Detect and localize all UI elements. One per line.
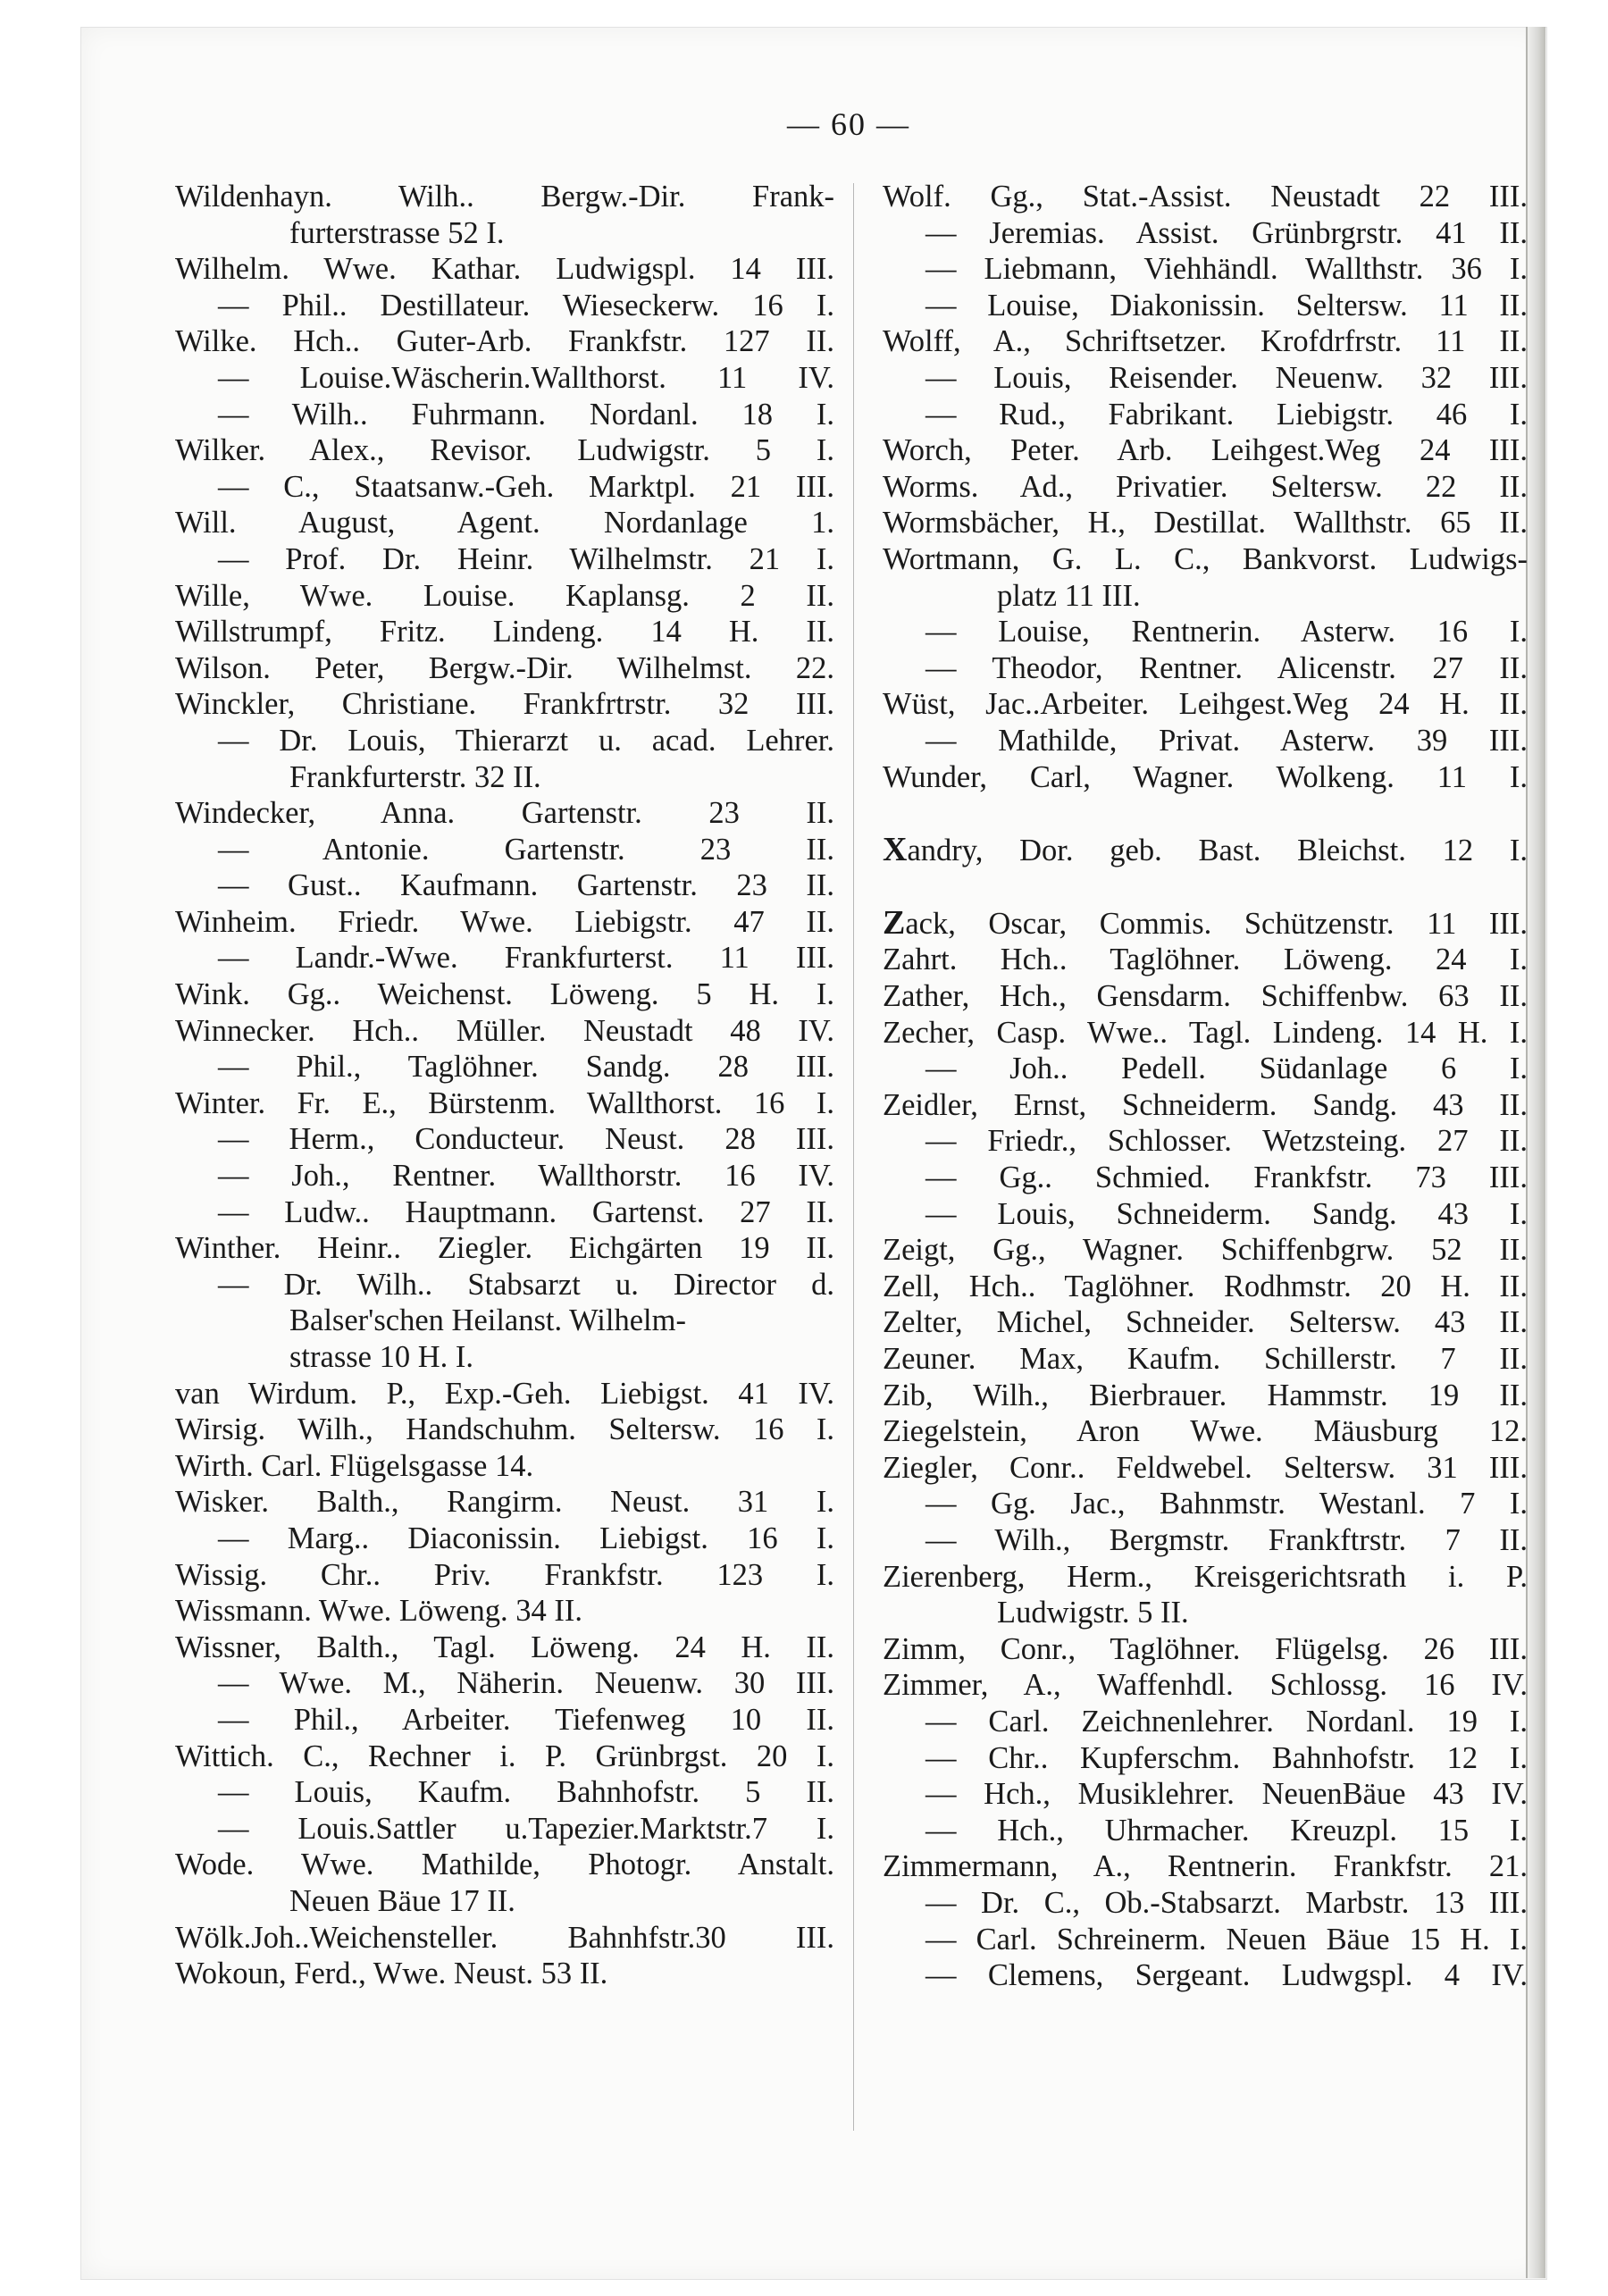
- directory-entry: — Hch., Uhrmacher. Kreuzpl. 15 I.: [925, 1813, 1528, 1848]
- directory-entry: — Louise, Rentnerin. Asterw. 16 I.: [925, 615, 1528, 649]
- directory-entry: — Louis, Kaufm. Bahnhofstr. 5 II.: [218, 1775, 834, 1810]
- directory-entry: Worms. Ad., Privatier. Seltersw. 22 II.: [883, 469, 1528, 504]
- directory-entry: Frankfurterstr. 32 II.: [289, 759, 541, 794]
- directory-entry: Wilhelm. Wwe. Kathar. Ludwigspl. 14 III.: [175, 252, 834, 287]
- directory-entry: — Marg.. Diaconissin. Liebigst. 16 I.: [218, 1521, 834, 1555]
- directory-entry: — Dr. Louis, Thierarzt u. acad. Lehrer.: [218, 723, 834, 758]
- directory-entry: Wissig. Chr.. Priv. Frankfstr. 123 I.: [175, 1557, 834, 1592]
- page-number: — 60 —: [787, 106, 910, 142]
- directory-entry: — Dr. C., Ob.-Stabsarzt. Marbstr. 13 III.: [925, 1885, 1528, 1920]
- directory-entry: platz 11 III.: [997, 578, 1141, 613]
- directory-entry: Wode. Wwe. Mathilde, Photogr. Anstalt.: [175, 1848, 834, 1882]
- directory-entry: Winckler, Christiane. Frankfrtrstr. 32 III.: [175, 687, 834, 722]
- directory-entry: — C., Staatsanw.-Geh. Marktpl. 21 III.: [218, 469, 834, 504]
- entry-text: ack, Oscar, Commis. Schützenstr. 11 III.: [905, 906, 1528, 941]
- directory-entry: Wilker. Alex., Revisor. Ludwigstr. 5 I.: [175, 433, 834, 468]
- directory-entry: van Wirdum. P., Exp.-Geh. Liebigst. 41 IV.: [175, 1376, 834, 1411]
- directory-entry: Wille, Wwe. Louise. Kaplansg. 2 II.: [175, 578, 834, 613]
- directory-entry: Wilson. Peter, Bergw.-Dir. Wilhelmst. 22.: [175, 650, 834, 685]
- directory-entry: — Ludw.. Hauptmann. Gartenst. 27 II.: [218, 1194, 834, 1229]
- directory-entry: — Rud., Fabrikant. Liebigstr. 46 I.: [925, 397, 1528, 432]
- directory-entry: — Hch., Musiklehrer. NeuenBäue 43 IV.: [925, 1777, 1528, 1812]
- directory-entry: Zather, Hch., Gensdarm. Schiffenbw. 63 II.: [883, 979, 1528, 1014]
- directory-entry: Zimmermann, A., Rentnerin. Frankfstr. 21.: [883, 1849, 1528, 1884]
- directory-entry: Wissner, Balth., Tagl. Löweng. 24 H. II.: [175, 1630, 834, 1664]
- directory-entry: Wüst, Jac..Arbeiter. Leihgest.Weg 24 H. II.: [883, 687, 1528, 722]
- directory-entry: — Louise.Wäscherin.Wallthorst. 11 IV.: [218, 360, 834, 395]
- directory-entry: Zahrt. Hch.. Taglöhner. Löweng. 24 I.: [883, 943, 1528, 977]
- directory-entry: Zeidler, Ernst, Schneiderm. Sandg. 43 II.: [883, 1087, 1528, 1122]
- directory-entry: — Wilh.. Fuhrmann. Nordanl. 18 I.: [218, 397, 834, 432]
- directory-entry: Will. August, Agent. Nordanlage 1.: [175, 506, 834, 540]
- directory-entry: Wittich. C., Rechner i. P. Grünbrgst. 20 I.: [175, 1739, 834, 1773]
- directory-entry: — Chr.. Kupferschm. Bahnhofstr. 12 I.: [925, 1740, 1528, 1775]
- directory-entry: — Wilh., Bergmstr. Frankftrstr. 7 II.: [925, 1522, 1528, 1557]
- directory-entry: — Gg. Jac., Bahnmstr. Westanl. 7 I.: [925, 1487, 1528, 1521]
- directory-entry: Zelter, Michel, Schneider. Seltersw. 43 II.: [883, 1305, 1528, 1340]
- directory-entry: — Gust.. Kaufmann. Gartenstr. 23 II.: [218, 868, 834, 903]
- directory-entry: Wortmann, G. L. C., Bankvorst. Ludwigs-: [883, 541, 1528, 576]
- directory-entry: — Gg.. Schmied. Frankfstr. 73 III.: [925, 1161, 1528, 1195]
- directory-entry: Willstrumpf, Fritz. Lindeng. 14 H. II.: [175, 615, 834, 649]
- entry-text: andry, Dor. geb. Bast. Bleichst. 12 I.: [907, 833, 1528, 867]
- directory-entry: Ludwigstr. 5 II.: [997, 1596, 1189, 1630]
- directory-entry: Winnecker. Hch.. Müller. Neustadt 48 IV.: [175, 1013, 834, 1048]
- directory-entry: — Jeremias. Assist. Grünbrgrstr. 41 II.: [925, 215, 1528, 250]
- directory-entry: Zimmer, A., Waffenhdl. Schlossg. 16 IV.: [883, 1668, 1528, 1703]
- directory-entry: — Landr.-Wwe. Frankfurterst. 11 III.: [218, 941, 834, 976]
- directory-entry: Zeigt, Gg., Wagner. Schiffenbgrw. 52 II.: [883, 1233, 1528, 1268]
- directory-entry: Wirsig. Wilh., Handschuhm. Seltersw. 16 I.: [175, 1412, 834, 1447]
- directory-entry: Wormsbächer, H., Destillat. Wallthstr. 65 II.: [883, 506, 1528, 540]
- directory-entry: — Mathilde, Privat. Asterw. 39 III.: [925, 723, 1528, 758]
- directory-entry: — Carl. Schreinerm. Neuen Bäue 15 H. I.: [925, 1922, 1528, 1957]
- directory-entry: Wunder, Carl, Wagner. Wolkeng. 11 I.: [883, 759, 1528, 794]
- directory-entry: Wirth. Carl. Flügelsgasse 14.: [175, 1448, 534, 1483]
- directory-entry: — Phil., Arbeiter. Tiefenweg 10 II.: [218, 1702, 834, 1737]
- directory-entry: [883, 832, 1528, 869]
- directory-entry: Windecker, Anna. Gartenstr. 23 II.: [175, 796, 834, 831]
- section-initial: Z: [883, 904, 906, 942]
- column-divider: [853, 183, 854, 2131]
- directory-entry: Zimm, Conr., Taglöhner. Flügelsg. 26 III.: [883, 1631, 1528, 1666]
- directory-entry: Wokoun, Ferd., Wwe. Neust. 53 II.: [175, 1957, 608, 1991]
- directory-entry: — Joh.. Pedell. Südanlage 6 I.: [925, 1052, 1528, 1086]
- directory-entry: — Louise, Diakonissin. Seltersw. 11 II.: [925, 288, 1528, 323]
- page-binding-edge: [1526, 27, 1545, 2278]
- directory-entry: Wissmann. Wwe. Löweng. 34 II.: [175, 1594, 582, 1629]
- directory-entry: Ziegler, Conr.. Feldwebel. Seltersw. 31 III.: [883, 1450, 1528, 1485]
- directory-entry: Winheim. Friedr. Wwe. Liebigstr. 47 II.: [175, 904, 834, 939]
- directory-entry: — Joh., Rentner. Wallthorstr. 16 IV.: [218, 1159, 834, 1194]
- directory-entry: Wölk.Joh..Weichensteller. Bahnhfstr.30 III.: [175, 1920, 834, 1955]
- directory-entry: Wink. Gg.. Weichenst. Löweng. 5 H. I.: [175, 977, 834, 1012]
- directory-entry: — Liebmann, Viehhändl. Wallthstr. 36 I.: [925, 252, 1528, 287]
- directory-entry: Wolff, A., Schriftsetzer. Krofdrfrstr. 11 II.: [883, 324, 1528, 359]
- left-column: [175, 179, 834, 1992]
- directory-entry: Zell, Hch.. Taglöhner. Rodhmstr. 20 H. II.: [883, 1269, 1528, 1303]
- directory-entry: Neuen Bäue 17 II.: [289, 1883, 515, 1918]
- directory-entry: — Antonie. Gartenstr. 23 II.: [218, 832, 834, 867]
- right-column: [883, 179, 1528, 1994]
- directory-entry: — Wwe. M., Näherin. Neuenw. 30 III.: [218, 1666, 834, 1701]
- directory-entry: — Dr. Wilh.. Stabsarzt u. Director d.: [218, 1267, 834, 1302]
- directory-entry: — Prof. Dr. Heinr. Wilhelmstr. 21 I.: [218, 541, 834, 576]
- directory-entry: Zeuner. Max, Kaufm. Schillerstr. 7 II.: [883, 1342, 1528, 1376]
- directory-entry: Balser'schen Heilanst. Wilhelm-: [289, 1303, 686, 1338]
- directory-entry: Winther. Heinr.. Ziegler. Eichgärten 19 II.: [175, 1231, 834, 1266]
- directory-entry: strasse 10 H. I.: [289, 1340, 474, 1374]
- directory-entry: — Louis, Reisender. Neuenw. 32 III.: [925, 360, 1528, 395]
- directory-entry: — Herm., Conducteur. Neust. 28 III.: [218, 1122, 834, 1157]
- directory-entry: Wolf. Gg., Stat.-Assist. Neustadt 22 III.: [883, 180, 1528, 214]
- directory-entry: Worch, Peter. Arb. Leihgest.Weg 24 III.: [883, 433, 1528, 468]
- directory-entry: Wilke. Hch.. Guter-Arb. Frankfstr. 127 II.: [175, 324, 834, 359]
- directory-entry: Zierenberg, Herm., Kreisgerichtsrath i. P.: [883, 1559, 1528, 1594]
- directory-entry: Zecher, Casp. Wwe.. Tagl. Lindeng. 14 H. I.: [883, 1015, 1528, 1050]
- directory-entry: — Louis, Schneiderm. Sandg. 43 I.: [925, 1196, 1528, 1231]
- directory-entry: Wisker. Balth., Rangirm. Neust. 31 I.: [175, 1485, 834, 1520]
- directory-entry: — Phil., Taglöhner. Sandg. 28 III.: [218, 1050, 834, 1085]
- directory-entry: — Theodor, Rentner. Alicenstr. 27 II.: [925, 650, 1528, 685]
- directory-entry: Ziegelstein, Aron Wwe. Mäusburg 12.: [883, 1414, 1528, 1449]
- section-initial: X: [883, 831, 908, 868]
- directory-entry: [883, 905, 1528, 943]
- directory-entry: — Phil.. Destillateur. Wieseckerw. 16 I.: [218, 288, 834, 323]
- directory-entry: — Clemens, Sergeant. Ludwgspl. 4 IV.: [925, 1958, 1528, 1993]
- directory-entry: Winter. Fr. E., Bürstenm. Wallthorst. 16 I.: [175, 1085, 834, 1120]
- directory-entry: — Carl. Zeichnenlehrer. Nordanl. 19 I.: [925, 1704, 1528, 1739]
- directory-entry: furterstrasse 52 I.: [289, 215, 505, 250]
- directory-entry: — Friedr., Schlosser. Wetzsteing. 27 II.: [925, 1124, 1528, 1159]
- directory-entry: Zib, Wilh., Bierbrauer. Hammstr. 19 II.: [883, 1378, 1528, 1412]
- directory-entry: Wildenhayn. Wilh.. Bergw.-Dir. Frank-: [175, 180, 834, 214]
- directory-entry: — Louis.Sattler u.Tapezier.Marktstr.7 I.: [218, 1811, 834, 1846]
